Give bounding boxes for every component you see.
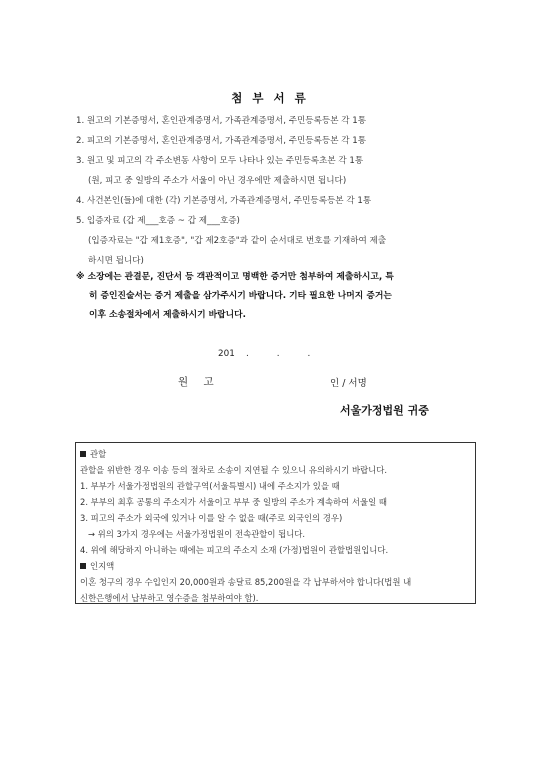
info-line: 1. 부부가 서울가정법원의 관할구역(서울특별시) 내에 주소지가 있을 때 bbox=[80, 481, 340, 491]
attachment-item: 5. 입증자료 (갑 제___호증 ~ 갑 제___호증) bbox=[76, 216, 240, 226]
signature-label: 인 / 서명 bbox=[330, 378, 367, 389]
court-addressee: 서울가정법원 귀중 bbox=[340, 404, 429, 417]
date-line: 201 . . . bbox=[218, 349, 311, 359]
square-bullet-icon bbox=[80, 451, 86, 457]
notice-line: 이후 소송절차에서 제출하시기 바랍니다. bbox=[89, 310, 246, 320]
attachments-title: 첨 부 서 류 bbox=[231, 91, 309, 105]
info-line: 2. 부부의 최후 공통의 주소지가 서울이고 부부 중 일방의 주소가 계속하여 서울일 때 bbox=[80, 497, 387, 507]
notice-line: ※ 소장에는 관결문, 진단서 등 객관적이고 명백한 증거만 첨부하여 제출하시고, 특 bbox=[76, 272, 394, 282]
info-line: 관할을 위반한 경우 이송 등의 절차로 소송이 지연될 수 있으니 유의하시기 바랍니다. bbox=[80, 465, 388, 475]
evidence-notice bbox=[76, 268, 476, 325]
info-line: 신한은행에서 납부하고 영수증을 첨부하여야 함). bbox=[80, 593, 259, 603]
attachments-list bbox=[76, 114, 476, 274]
info-line: 3. 피고의 주소가 외국에 있거나 이를 알 수 없을 때(주로 외국인의 경우) bbox=[80, 513, 343, 523]
square-bullet-icon bbox=[80, 563, 86, 569]
attachment-item-note: (원, 피고 중 일방의 주소가 서울이 아닌 경우에만 제출하시면 됩니다) bbox=[88, 176, 347, 186]
attachment-item: 4. 사건본인(들)에 대한 (각) 기본증명서, 가족관계증명서, 주민등록등본 각 1통 bbox=[76, 196, 372, 206]
info-box bbox=[75, 442, 476, 604]
info-line: 이혼 청구의 경우 수입인지 20,000원과 송달료 85,200원을 각 납부하셔야 합니다(법원 내 bbox=[80, 577, 412, 587]
info-line: → 위의 3가지 경우에는 서울가정법원이 전속관할이 됩니다. bbox=[88, 529, 306, 539]
notice-line: 히 증인진술서는 증거 제출을 삼가주시기 바랍니다. 기타 필요한 나머지 증거는 bbox=[89, 291, 392, 301]
attachment-item-note: 하시면 됩니다) bbox=[88, 256, 144, 266]
attachment-item: 1. 원고의 기본증명서, 혼인관계증명서, 가족관계증명서, 주민등록등본 각 1통 bbox=[76, 116, 367, 126]
attachment-item: 3. 원고 및 피고의 각 주소변동 사항이 모두 나타나 있는 주민등록초본 각 1통 bbox=[76, 156, 364, 166]
stamp-heading-row bbox=[80, 560, 114, 572]
jurisdiction-heading-row bbox=[80, 448, 106, 460]
jurisdiction-heading: 관할 bbox=[90, 449, 107, 459]
attachment-item-note: (입증자료는 "갑 제1호증", "갑 제2호증"과 같이 순서대로 번호를 기재하여 제출 bbox=[88, 236, 387, 246]
info-line: 4. 위에 해당하지 아니하는 때에는 피고의 주소지 소재 (가정)법원이 관할법원입니다. bbox=[80, 545, 389, 555]
stamp-heading: 인지액 bbox=[90, 561, 115, 571]
plaintiff-label: 원 고 bbox=[178, 376, 220, 388]
attachment-item: 2. 피고의 기본증명서, 혼인관계증명서, 가족관계증명서, 주민등록등본 각 1통 bbox=[76, 136, 367, 146]
